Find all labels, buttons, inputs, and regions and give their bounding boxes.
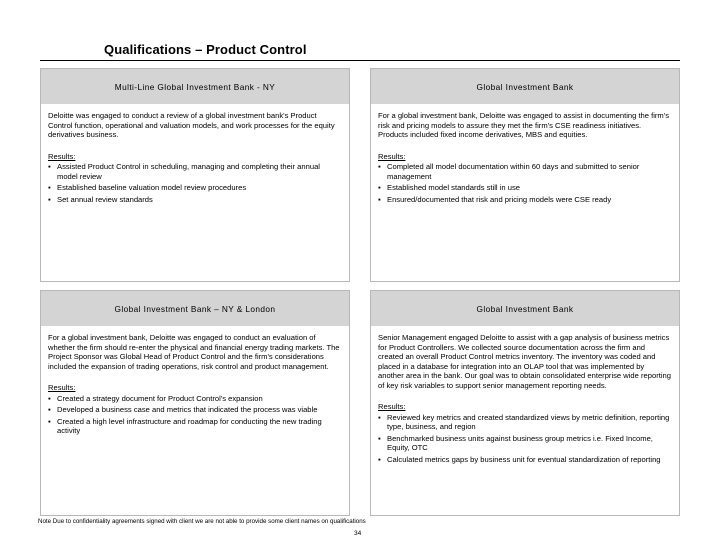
results-label: Results: [378, 151, 406, 161]
card-heading: Global Investment Bank [371, 291, 679, 326]
page-title: Qualifications – Product Control [104, 42, 307, 57]
card-description: For a global investment bank, Deloitte was engaged to assist in documenting the firm's risk and pricing models to assure they met the firm's CSE readiness initiatives. Products included fixed income derivatives, MBS and equities. [378, 111, 670, 139]
result-item: ▪ Assisted Product Control in scheduling, managing and completing their annual model review [48, 162, 320, 181]
bullet-icon: ▪ [48, 416, 51, 426]
result-item: ▪ Established model standards still in use [378, 183, 520, 192]
card-heading: Global Investment Bank – NY & London [41, 291, 349, 326]
confidentiality-note: Note Due to confidentiality agreements signed with client we are not able to provide some client names on qualifications [38, 518, 366, 525]
card-heading: Multi-Line Global Investment Bank - NY [41, 69, 349, 104]
title-divider [40, 60, 680, 61]
bullet-icon: ▪ [48, 393, 51, 403]
bullet-icon: ▪ [378, 162, 381, 171]
result-item: ▪ Ensured/documented that risk and pricing models were CSE ready [378, 194, 612, 204]
bullet-icon: ▪ [378, 183, 381, 192]
card-description: For a global investment bank, Deloitte was engaged to conduct an evaluation of whether the firm should re-enter the physical and financial energy trading markets. The Project Sponsor was Global Head of Product Control and the firm's considerations included the expansion of trading operations, risk control and product management. [48, 333, 340, 371]
results-label: Results: [48, 383, 76, 392]
result-item: ▪ Completed all model documentation within 60 days and submitted to senior management [378, 162, 640, 181]
card-description: Deloitte was engaged to conduct a review of a global investment bank's Product Control function, operational and valuation models, and work processes for the equity derivatives business. [48, 111, 335, 139]
bullet-icon: ▪ [378, 454, 381, 464]
result-item: ▪ Reviewed key metrics and created standardized views by metric definition, reporting type, business, and region [378, 412, 670, 431]
qualification-card-4 [370, 290, 680, 516]
qualification-card-3 [40, 290, 350, 516]
result-item: ▪ Calculated metrics gaps by business unit for eventual standardization of reporting [378, 454, 661, 464]
bullet-icon: ▪ [48, 405, 51, 414]
card-heading: Global Investment Bank [371, 69, 679, 104]
bullet-icon: ▪ [378, 194, 381, 204]
result-item: ▪ Set annual review standards [48, 194, 153, 204]
results-list [48, 394, 342, 436]
results-list [378, 413, 672, 465]
bullet-icon: ▪ [48, 194, 51, 204]
result-item: ▪ Developed a business case and metrics that indicated the process was viable [48, 405, 318, 414]
qualification-card-1 [40, 68, 350, 282]
bullet-icon: ▪ [378, 433, 381, 443]
bullet-icon: ▪ [378, 412, 381, 422]
card-description: Senior Management engaged Deloitte to assist with a gap analysis of business metrics for Product Controllers. We collected source documentation across the firm and created an overall Product Control metrics inventory. The inventory was coded and placed in a database for integration into an OLAP tool that was implemented by another area in the bank. Our goal was to obtain consolidated enterprise wide reporting of key risk variables to support senior management reporting needs. [378, 333, 671, 390]
bullet-icon: ▪ [48, 183, 51, 192]
results-list [48, 162, 342, 204]
result-item: ▪ Established baseline valuation model review procedures [48, 183, 247, 192]
results-label: Results: [48, 151, 76, 161]
bullet-icon: ▪ [48, 162, 51, 171]
result-item: ▪ Created a strategy document for Product Control's expansion [48, 393, 263, 403]
results-list [378, 162, 672, 204]
result-item: ▪ Benchmarked business units against business group metrics i.e. Fixed Income, Equity, OTC [378, 433, 653, 452]
result-item: ▪ Created a high level infrastructure and roadmap for conducting the new trading activity [48, 416, 322, 435]
qualification-card-2 [370, 68, 680, 282]
page-number: 34 [354, 530, 362, 537]
results-label: Results: [378, 402, 406, 411]
